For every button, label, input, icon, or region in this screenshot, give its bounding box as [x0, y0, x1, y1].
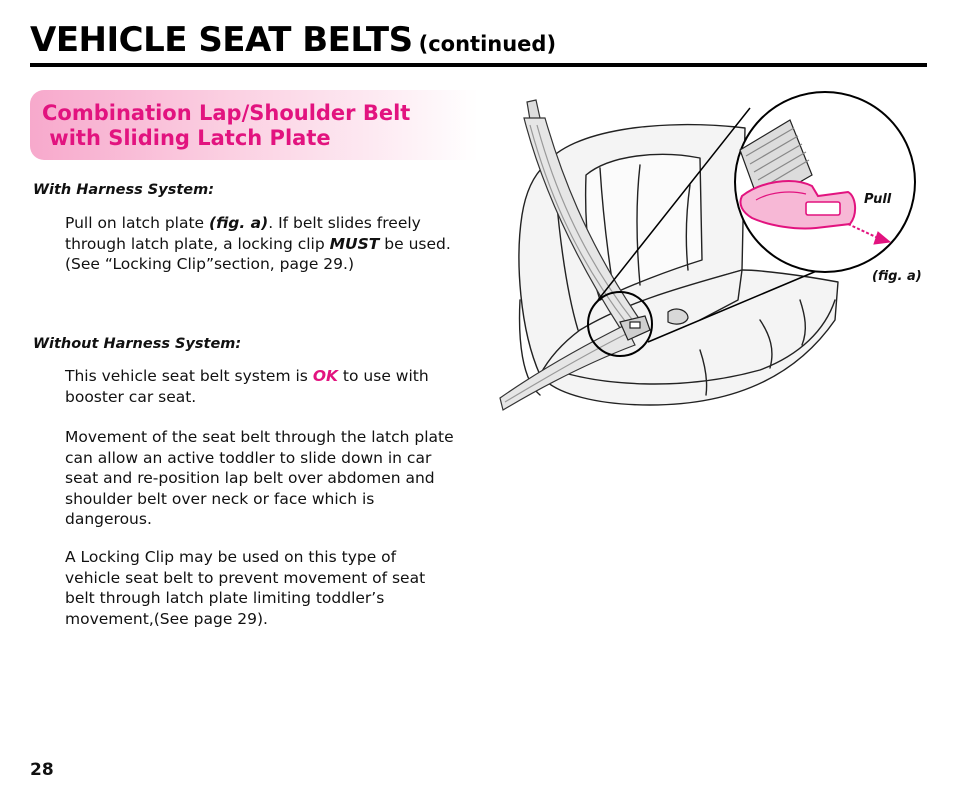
text-run: This vehicle seat belt system is: [65, 367, 313, 385]
title-rule: [30, 63, 927, 67]
text-run: Pull on latch plate: [65, 214, 210, 232]
without-harness-heading: Without Harness System:: [33, 336, 242, 352]
with-harness-paragraph: [65, 213, 455, 275]
seat-belt-illustration: [495, 90, 935, 420]
page-title: [30, 20, 556, 60]
page-number: 28: [30, 760, 54, 780]
without-harness-paragraph-3: A Locking Clip may be used on this type of vehicle seat belt to prevent movement of seat belt through latch plate limiting toddler’s movement,(See page 29).: [65, 548, 426, 628]
fig-reference: (fig. a): [209, 214, 269, 232]
page-title-main: VEHICLE SEAT BELTS: [30, 20, 413, 60]
pull-label: Pull: [864, 192, 892, 207]
section-banner-title: Combination Lap/Shoulder Belt with Sliding Latch Plate: [42, 101, 411, 150]
text-run: to use with booster car seat.: [65, 367, 429, 406]
text-run: be used. (See “Locking Clip”section, page 29.): [65, 234, 451, 273]
ok-emphasis: OK: [312, 367, 338, 385]
without-harness-paragraph-2: Movement of the seat belt through the latch plate can allow an active toddler to slide down in car seat and re-position lap belt over abdomen and shoulder belt over neck or face which is dangerous.: [65, 428, 454, 528]
with-harness-heading: With Harness System:: [33, 182, 215, 198]
figure-caption: (fig. a): [872, 269, 922, 284]
without-harness-paragraph-1: [65, 366, 455, 407]
page-title-continued: (continued): [418, 32, 557, 56]
must-emphasis: MUST: [329, 234, 380, 253]
text-run: . If belt slides freely through latch plate, a locking clip: [65, 214, 421, 253]
